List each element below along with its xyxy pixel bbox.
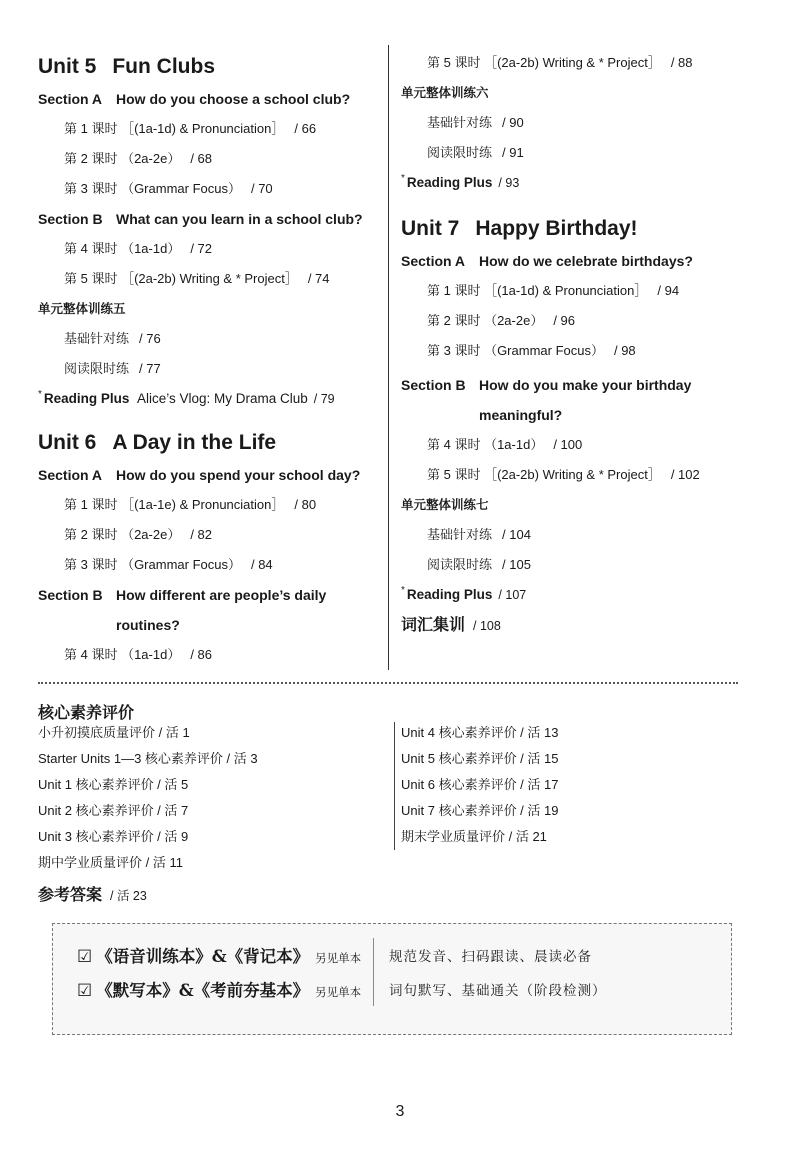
toc-item-page: / 66: [294, 121, 317, 136]
toc-item-text: 第 2 课时 （2a-2e）: [427, 313, 544, 328]
section-question: How do you make your birthday: [479, 377, 692, 393]
reading-plus-page: / 93: [498, 176, 520, 190]
reading-plus-label: Reading Plus: [43, 391, 130, 406]
toc-item[interactable]: [38, 114, 383, 144]
toc-item[interactable]: [401, 520, 771, 550]
toc-item-page: / 77: [139, 361, 161, 376]
toc-item[interactable]: [38, 324, 383, 354]
unit5-title: Fun Clubs: [112, 55, 215, 78]
supplement-box: [52, 923, 732, 1035]
toc-item-page: / 94: [657, 283, 680, 298]
toc-item[interactable]: [401, 336, 771, 366]
section-label: Section A: [38, 91, 103, 107]
evaluation-divider: [394, 722, 395, 850]
toc-item-text: 阅读限时练: [427, 557, 493, 572]
toc-item-text: 阅读限时练: [427, 145, 493, 160]
toc-item-text: 第 1 课时 ［(1a-1e) & Pronunciation］: [64, 497, 285, 512]
toc-item[interactable]: [38, 144, 383, 174]
toc-item-page: / 74: [307, 271, 330, 286]
unit5-reading-plus[interactable]: [38, 384, 383, 414]
evaluation-item[interactable]: 小升初摸底质量评价 / 活 1: [38, 725, 190, 740]
section-question: How do we celebrate birthdays?: [479, 253, 693, 269]
toc-item-text: 第 2 课时 （2a-2e）: [64, 527, 181, 542]
toc-item[interactable]: [38, 550, 383, 580]
vocab-label: 词汇集训: [401, 617, 466, 634]
toc-item[interactable]: [401, 48, 771, 78]
section-question: How do you choose a school club?: [116, 91, 351, 107]
toc-item[interactable]: [38, 264, 383, 294]
evaluation-item[interactable]: Unit 6 核心素养评价 / 活 17: [401, 777, 559, 792]
unit7-training-heading: 单元整体训练七: [401, 498, 489, 512]
toc-item-page: / 82: [190, 527, 213, 542]
unit5-heading[interactable]: [38, 50, 383, 84]
toc-item-text: 第 2 课时 （2a-2e）: [64, 151, 181, 166]
unit7-heading[interactable]: [401, 212, 771, 246]
section-question: What can you learn in a school club?: [116, 211, 363, 227]
evaluation-heading: 核心素养评价: [38, 705, 135, 722]
evaluation-item[interactable]: Unit 4 核心素养评价 / 活 13: [401, 725, 559, 740]
toc-left-column: [38, 50, 383, 670]
toc-item[interactable]: [38, 520, 383, 550]
supplement-desc: 规范发音、扫码跟读、晨读必备: [389, 949, 592, 965]
reading-plus-label: Reading Plus: [406, 587, 493, 602]
reading-plus-page: / 107: [498, 588, 527, 602]
checkbox-icon: ☑: [77, 947, 93, 966]
supplement-divider: [373, 938, 374, 1006]
section-label: Section A: [401, 253, 466, 269]
reading-plus-text: Alice’s Vlog: My Drama Club: [136, 391, 308, 406]
toc-item-page: / 104: [502, 527, 531, 542]
section-label: Section B: [401, 377, 466, 393]
unit6-section-a[interactable]: [38, 460, 383, 490]
toc-item-page: / 105: [502, 557, 531, 572]
unit7-section-b[interactable]: [401, 370, 771, 400]
page-number: 3: [395, 1103, 405, 1120]
toc-item-text: 第 5 课时 ［(2a-2b) Writing & * Project］: [427, 55, 661, 70]
unit5-number: Unit 5: [38, 55, 97, 78]
toc-item-page: / 72: [190, 241, 213, 256]
supplement-row: [77, 976, 361, 1006]
evaluation-left-list: [38, 720, 378, 876]
toc-item-page: / 102: [670, 467, 700, 482]
unit5-training-heading: 单元整体训练五: [38, 302, 126, 316]
evaluation-right-list: [401, 720, 741, 850]
unit7-section-a[interactable]: [401, 246, 771, 276]
toc-item-page: / 84: [250, 557, 273, 572]
reading-plus-page: / 79: [313, 392, 335, 406]
supplement-desc: 词句默写、基础通关（阶段检测）: [389, 983, 607, 999]
section-divider: [38, 682, 738, 684]
section-label: Section B: [38, 211, 103, 227]
unit6-training-heading: 单元整体训练六: [401, 86, 489, 100]
toc-item-text: 第 5 课时 ［(2a-2b) Writing & * Project］: [427, 467, 661, 482]
toc-item[interactable]: [38, 490, 383, 520]
toc-item[interactable]: [38, 174, 383, 204]
evaluation-item[interactable]: Unit 1 核心素养评价 / 活 5: [38, 777, 189, 792]
toc-item[interactable]: [401, 306, 771, 336]
evaluation-item[interactable]: Unit 3 核心素养评价 / 活 9: [38, 829, 189, 844]
supplement-note: 另见单本: [315, 985, 362, 999]
unit7-title: Happy Birthday!: [475, 217, 638, 240]
toc-right-column: [401, 50, 771, 642]
section-question-cont: meaningful?: [479, 407, 563, 423]
evaluation-item[interactable]: 期中学业质量评价 / 活 11: [38, 855, 183, 870]
supplement-row: [77, 942, 361, 972]
toc-item-text: 第 3 课时 （Grammar Focus）: [64, 181, 241, 196]
evaluation-item[interactable]: 期末学业质量评价 / 活 21: [401, 829, 547, 844]
column-divider: [388, 45, 389, 670]
toc-item[interactable]: [401, 138, 771, 168]
toc-item-text: 基础针对练: [64, 331, 130, 346]
toc-item-page: / 76: [139, 331, 161, 346]
supplement-title: 《默写本》&《考前夯基本》: [96, 981, 310, 1000]
toc-item-page: / 86: [190, 647, 213, 662]
vocab-training[interactable]: [401, 610, 771, 642]
toc-item[interactable]: [401, 550, 771, 580]
answers-page: / 活 23: [110, 889, 147, 903]
supplement-title: 《语音训练本》&《背记本》: [96, 947, 310, 966]
toc-item-page: / 70: [250, 181, 273, 196]
toc-item-text: 基础针对练: [427, 527, 493, 542]
unit6-title: A Day in the Life: [112, 431, 277, 454]
toc-item-text: 第 4 课时 （1a-1d）: [64, 241, 181, 256]
toc-item-page: / 98: [613, 343, 636, 358]
unit6-number: Unit 6: [38, 431, 97, 454]
toc-item-text: 第 5 课时 ［(2a-2b) Writing & * Project］: [64, 271, 298, 286]
unit6-heading[interactable]: [38, 426, 383, 460]
section-label: Section A: [38, 467, 103, 483]
toc-item-text: 基础针对练: [427, 115, 493, 130]
unit6-section-b[interactable]: [38, 580, 383, 610]
toc-item-text: 第 4 课时 （1a-1d）: [64, 647, 181, 662]
evaluation-item[interactable]: Unit 2 核心素养评价 / 活 7: [38, 803, 189, 818]
toc-item-text: 第 1 课时 ［(1a-1d) & Pronunciation］: [427, 283, 648, 298]
unit7-reading-plus[interactable]: [401, 580, 771, 610]
toc-item-page: / 80: [294, 497, 317, 512]
toc-item[interactable]: [401, 108, 771, 138]
toc-item[interactable]: [401, 430, 771, 460]
supplement-note: 另见单本: [315, 951, 362, 965]
toc-item[interactable]: [38, 354, 383, 384]
toc-item-page: / 96: [553, 313, 576, 328]
toc-item-text: 第 3 课时 （Grammar Focus）: [64, 557, 241, 572]
toc-item[interactable]: [401, 276, 771, 306]
toc-item-text: 阅读限时练: [64, 361, 130, 376]
optional-star: *: [401, 585, 405, 596]
unit5-section-b[interactable]: [38, 204, 383, 234]
vocab-page: / 108: [473, 619, 501, 633]
checkbox-icon: ☑: [77, 981, 93, 1000]
toc-item-page: / 90: [502, 115, 524, 130]
toc-item[interactable]: [38, 234, 383, 264]
section-label: Section B: [38, 587, 103, 603]
optional-star: *: [401, 173, 405, 184]
unit6-reading-plus[interactable]: [401, 168, 771, 198]
unit7-number: Unit 7: [401, 217, 460, 240]
section-question-cont: routines?: [116, 617, 180, 633]
toc-item[interactable]: [38, 640, 383, 670]
toc-item-text: 第 3 课时 （Grammar Focus）: [427, 343, 604, 358]
answers-label: 参考答案: [38, 887, 103, 904]
evaluation-item[interactable]: Unit 7 核心素养评价 / 活 19: [401, 803, 559, 818]
toc-item-text: 第 1 课时 ［(1a-1d) & Pronunciation］: [64, 121, 285, 136]
unit5-section-a[interactable]: [38, 84, 383, 114]
toc-item-page: / 91: [502, 145, 524, 160]
toc-item[interactable]: [401, 460, 771, 490]
toc-item-page: / 68: [190, 151, 213, 166]
optional-star: *: [38, 389, 42, 400]
toc-item-page: / 88: [670, 55, 693, 70]
reading-plus-label: Reading Plus: [406, 175, 493, 190]
section-question: How different are people’s daily: [116, 587, 327, 603]
evaluation-item[interactable]: Unit 5 核心素养评价 / 活 15: [401, 751, 559, 766]
section-question: How do you spend your school day?: [116, 467, 361, 483]
answers-entry[interactable]: [38, 882, 147, 905]
toc-item-text: 第 4 课时 （1a-1d）: [427, 437, 544, 452]
toc-item-page: / 100: [553, 437, 583, 452]
evaluation-item[interactable]: Starter Units 1—3 核心素养评价 / 活 3: [38, 751, 258, 766]
